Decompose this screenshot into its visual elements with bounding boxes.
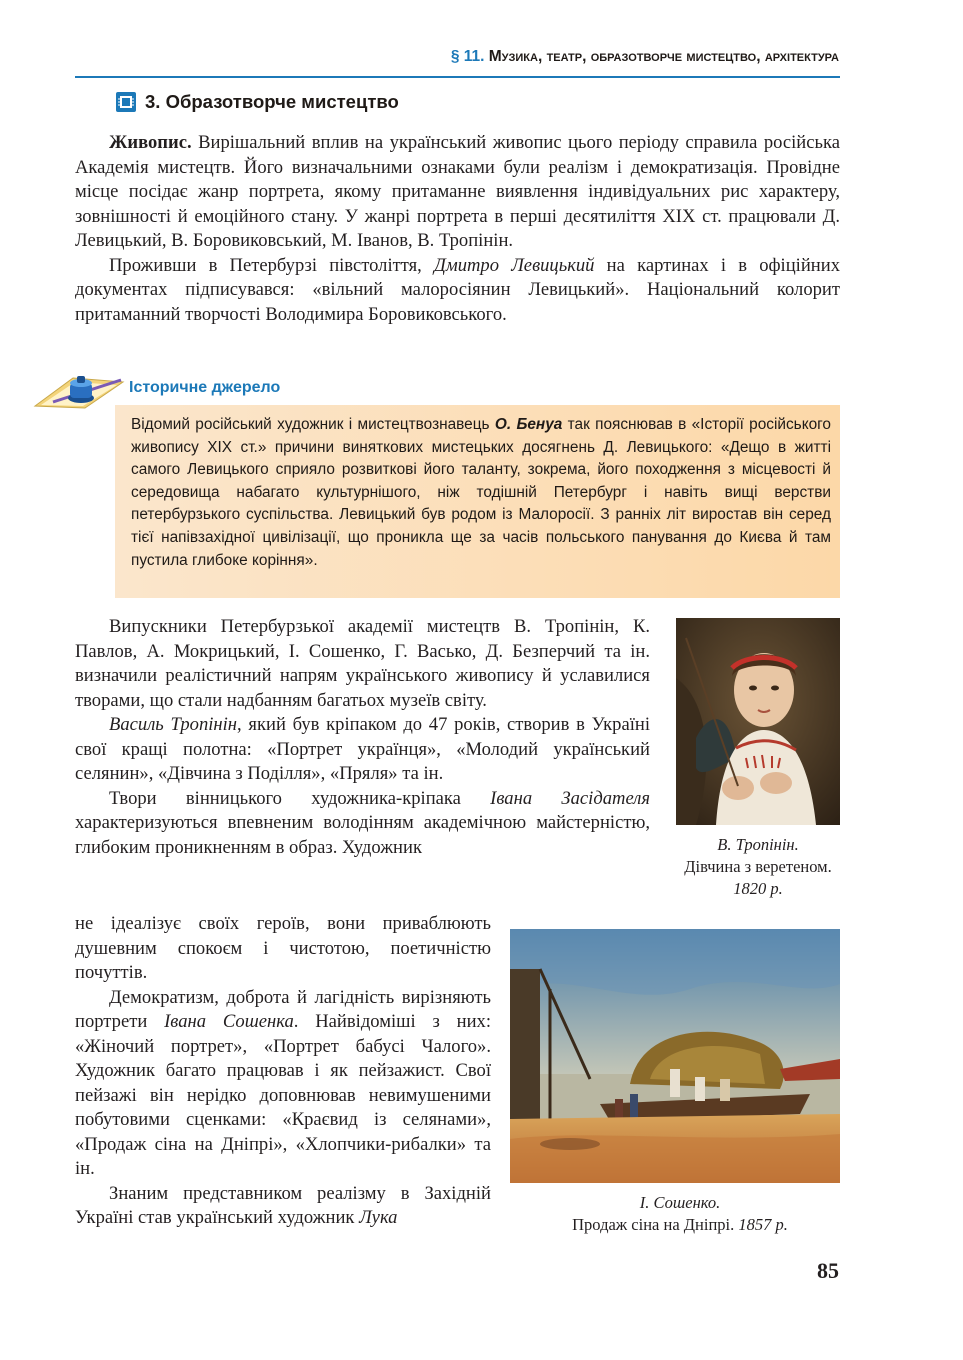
caption-author: В. Тропінін. — [717, 835, 799, 854]
source-heading: Історичне джерело — [129, 379, 281, 396]
paragraph-text: Вирішальний вплив на український живопис цього періоду справила російська Академія мистецтв. Його визначальними ознаками були реалізм і демократизація. Провідне місце посідає жанр портрета, якому притаманне виявлення індивідуальних рис характеру, зовнішності й емоційного стану. У жанрі портрета в перші десятиліття XIX ст. працювали Д. Левицький, В. Боровиковський, М. Іванов, В. Тропінін. — [75, 132, 840, 251]
caption-year: 1857 р. — [738, 1215, 788, 1234]
quote-text: Відомий російський художник і мистецтвознавець — [131, 416, 495, 433]
paragraph-text: , який був кріпаком до 47 років, створив в Україні свої кращі полотна: «Портрет українця», «Молодий український селянин», «Дівчина з Поділля», «Пряля» та ін. — [75, 714, 650, 784]
painting-tropinin — [676, 618, 840, 825]
paragraph-text: Знаним представником реалізму в Західній Україні став український художник — [75, 1182, 491, 1228]
name-zasidatel: Івана Засідателя — [490, 787, 650, 809]
name-tropinin: Василь Тропінін — [109, 714, 238, 735]
intro-text — [75, 131, 840, 327]
chip-icon — [115, 91, 137, 113]
section-title: Музика, театр, образотворче мистецтво, архітектура — [488, 48, 839, 65]
quote-text: так пояснював в «Історії російського живопису XIX ст.» причини виняткових мистецьких досягнень Д. Левицького: «Дещо в житті самого Левицького сприяло розвиткові його таланту, зокрема, його походження з місцевості й середовища набагато культурнішого, ніж тодішній Петербург і навіть вищі верстви петербурзького суспільства. Левицький був родом із Малоросії. З ранніх літ виростав він серед тієї напівзахідної цивілізації, що проникла ще за часів польського панування до Києва й там пустила глибоке коріння». — [131, 416, 831, 569]
caption-soshenko — [510, 1192, 850, 1236]
paragraph-tropinin — [75, 713, 650, 787]
paragraph-graduates: Випускники Петербурзької академії мистецтв В. Тропінін, К. Павлов, А. Мокрицький, І. Сошенко, Г. Васько, Д. Безперчий та ін. визначили реалістичний напрям українського живопису й уславилися творами, що стали надбанням багатьох музеїв світу. — [75, 616, 650, 711]
body-column-upper — [75, 615, 650, 860]
term-painting: Живопис. — [109, 132, 192, 153]
paragraph-levytskyi — [75, 254, 840, 328]
paragraph-painting — [75, 131, 840, 254]
caption-author: І. Сошенко. — [639, 1193, 721, 1212]
paragraph-text: характеризуються впевненим володінням академічною майстерністю, глибоким проникненням в образ. Художник — [75, 812, 650, 858]
paragraph-zasidatel — [75, 787, 650, 861]
paragraph-western-ukraine — [75, 1182, 491, 1231]
section-heading-text: 3. Образотворче мистецтво — [145, 91, 399, 112]
author-benua: О. Бенуа — [494, 416, 563, 433]
paragraph-text: на картинах і в офіційних документах підписувався: «вільний малоросіянин Левицький». Національний колорит притаманний творчості Володимира Боровиковського. — [75, 254, 840, 325]
paragraph-text: Проживши в Петербурзі півстоліття, — [109, 254, 435, 276]
body-column-lower — [75, 912, 491, 1231]
source-quote — [131, 414, 831, 572]
page-number: 85 — [817, 1258, 839, 1283]
section-number: § 11. — [450, 48, 485, 65]
caption-year: 1820 р. — [733, 879, 783, 898]
painting-soshenko — [510, 929, 840, 1183]
paragraph-soshenko — [75, 986, 491, 1182]
paragraph-text: . Найвідоміші з них: «Жіночий портрет», «Портрет бабусі Чалого». Художник багато працював і як пейзажист. Свої пейзажі він нерідко доповнював невимушеними побутовими сценками: «Краєвид із селянами», «Продаж сіна на Дніпрі», «Хлопчики-рибалки» та ін. — [75, 1011, 491, 1179]
name-luka: Лука — [359, 1207, 398, 1228]
name-soshenko: Івана Сошенка — [164, 1011, 294, 1032]
paragraph-text: Твори вінницького художника-кріпака — [109, 787, 491, 809]
paragraph-zasidatel-cont: не ідеалізує своїх героїв, вони приваблюють душевним спокоєм і чистотою, поетичністю почуттів. — [75, 913, 491, 983]
header-divider — [75, 76, 840, 78]
inkwell-icon — [33, 372, 125, 410]
caption-title: Продаж сіна на Дніпрі. — [572, 1215, 739, 1234]
section-heading — [115, 91, 399, 113]
caption-title: Дівчина з веретеном. — [684, 857, 832, 876]
paragraph-text: Демократизм, доброта й лагідність вирізняють портрети — [75, 986, 491, 1032]
name-levytskyi: Дмитро Левицький — [434, 254, 595, 276]
caption-tropinin — [668, 834, 848, 900]
running-header — [451, 48, 839, 66]
